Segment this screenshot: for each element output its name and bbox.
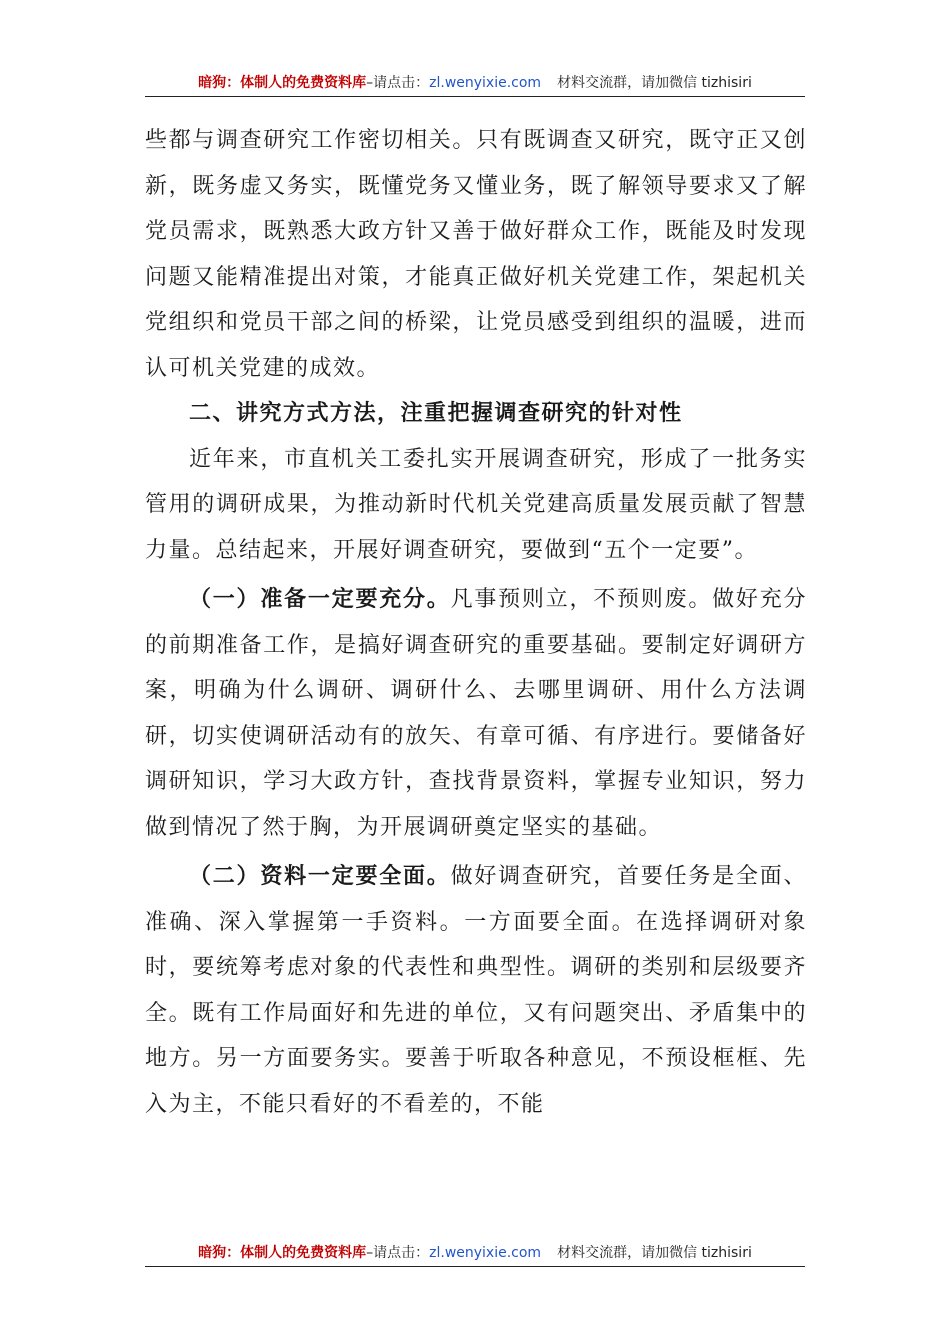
banner-wechat: 材料交流群，请加微信 tizhisiri xyxy=(557,75,752,91)
item-1 xyxy=(145,577,807,850)
banner-brand: 暗狗：体制人的免费资料库 xyxy=(198,75,367,91)
item-2 xyxy=(145,854,807,1127)
footer-url-link[interactable]: zl.wenyixie.com xyxy=(429,1245,542,1261)
banner-prompt: –请点击： xyxy=(366,75,430,91)
item-2-text: 做好调查研究，首要任务是全面、准确、深入掌握第一手资料。一方面要全面。在选择调研对象时，要统筹考虑对象的代表性和典型性。调研的类别和层级要齐全。既有工作局面好和先进的单位，又有问题突出、矛盾集中的地方。另一方面要务实。要善于听取各种意见，不预设框框、先入为主，不能只看好的不看差的，不能 xyxy=(145,864,807,1117)
item-1-text: 凡事预则立，不预则废。做好充分的前期准备工作，是搞好调查研究的重要基础。要制定好调研方案，明确为什么调研、调研什么、去哪里调研、用什么方法调研，切实使调研活动有的放矢、有章可循、有序进行。要储备好调研知识，学习大政方针，查找背景资料，掌握专业知识，努力做到情况了然于胸，为开展调研奠定坚实的基础。 xyxy=(145,587,807,840)
footer-wechat: 材料交流群，请加微信 tizhisiri xyxy=(557,1245,752,1261)
header-banner xyxy=(145,70,805,97)
footer-prompt: –请点击： xyxy=(366,1245,430,1261)
item-1-lead: （一）准备一定要充分。 xyxy=(189,586,451,612)
paragraph-1: 些都与调查研究工作密切相关。只有既调查又研究，既守正又创新，既务虚又务实，既懂党务又懂业务，既了解领导要求又了解党员需求，既熟悉大政方针又善于做好群众工作，既能及时发现问题又能精准提出对策，才能真正做好机关党建工作，架起机关党组织和党员干部之间的桥梁，让党员感受到组织的温暖，进而认可机关党建的成效。 xyxy=(145,128,807,381)
item-2-lead: （二）资料一定要全面。 xyxy=(189,863,451,889)
section-heading-2: 二、讲究方式方法，注重把握调查研究的针对性 xyxy=(189,401,683,426)
footer-brand: 暗狗：体制人的免费资料库 xyxy=(198,1245,367,1261)
document-body xyxy=(145,118,807,1127)
paragraph-2: 近年来，市直机关工委扎实开展调查研究，形成了一批务实管用的调研成果，为推动新时代机关党建高质量发展贡献了智慧力量。总结起来，开展好调查研究，要做到“五个一定要”。 xyxy=(145,446,807,563)
banner-url-link[interactable]: zl.wenyixie.com xyxy=(429,75,542,91)
footer-banner xyxy=(145,1240,805,1267)
